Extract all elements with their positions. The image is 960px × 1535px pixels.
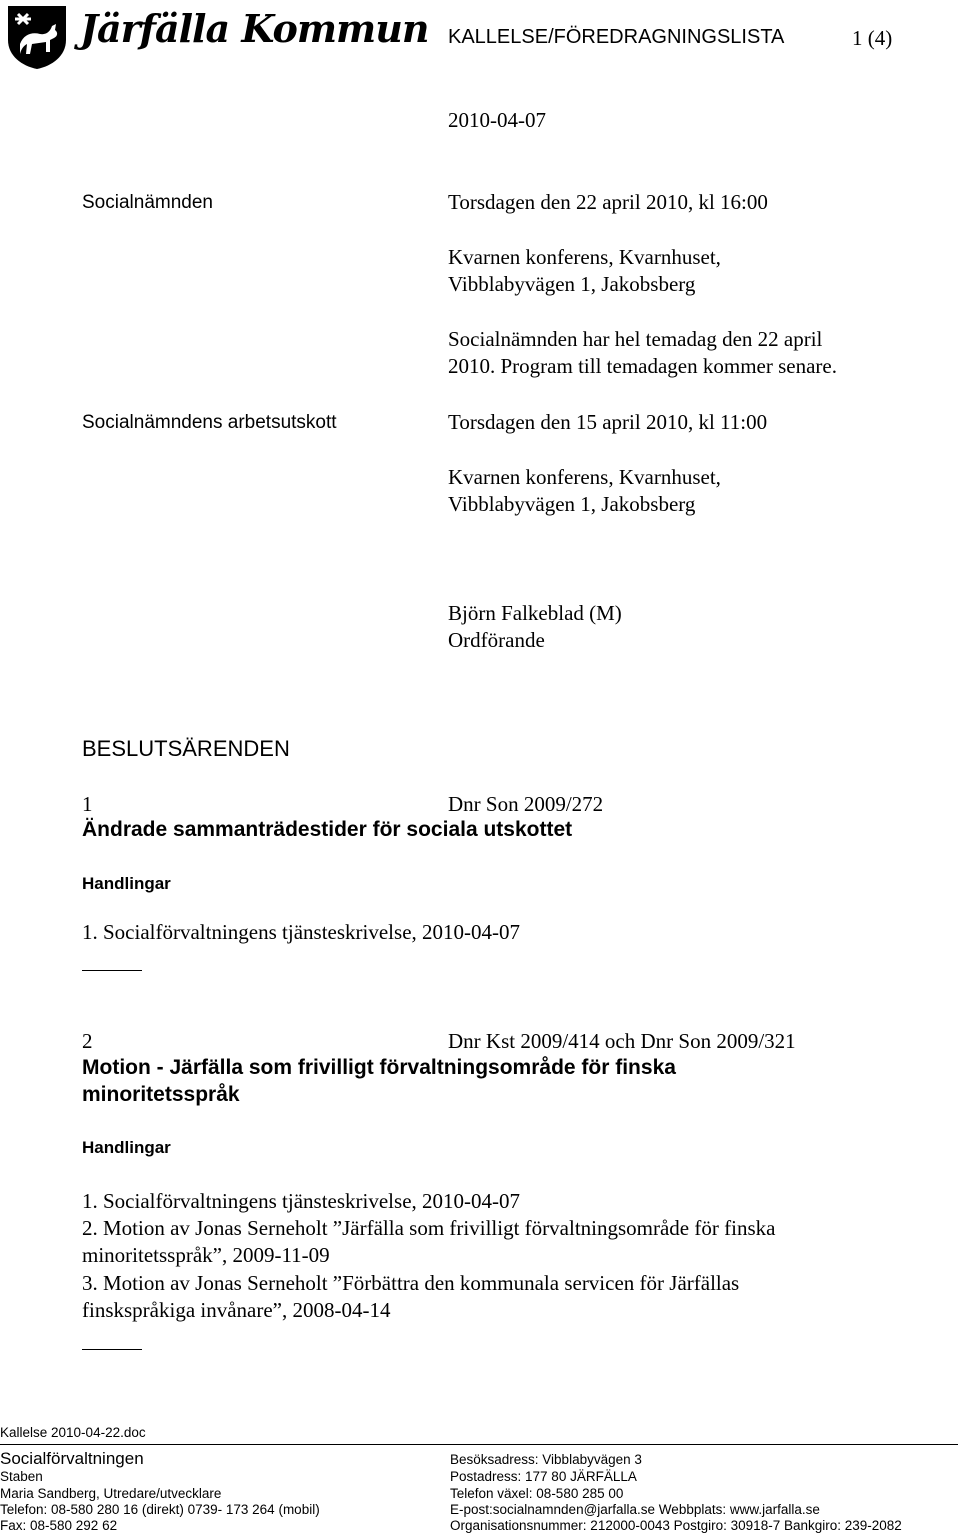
meeting-body: Socialnämndens arbetsutskott — [82, 412, 337, 433]
item-separator — [82, 1349, 142, 1350]
footer-line: Maria Sandberg, Utredare/utvecklare — [0, 1486, 222, 1501]
meeting-place-line: Vibblabyvägen 1, Jakobsberg — [448, 492, 696, 516]
municipality-logo-wordmark: Järfälla Kommun — [80, 6, 429, 51]
item-title: minoritetsspråk — [82, 1083, 240, 1106]
document-entry: 1. Socialförvaltningens tjänsteskrivelse, 2010-04-07 — [82, 920, 520, 944]
footer-line: Telefon: 08-580 280 16 (direkt) 0739- 173 264 (mobil) — [0, 1502, 320, 1517]
footer-line: Organisationsnummer: 212000-0043 Postgiro: 30918-7 Bankgiro: 239-2082 — [450, 1518, 902, 1533]
chair-name: Björn Falkeblad (M) — [448, 601, 622, 625]
item-title: Motion - Järfälla som frivilligt förvaltningsområde för finska — [82, 1056, 676, 1079]
meeting-place-line: Kvarnen konferens, Kvarnhuset, — [448, 465, 721, 489]
footer-org-name: Socialförvaltningen — [0, 1449, 144, 1468]
meeting-place-line: Vibblabyvägen 1, Jakobsberg — [448, 272, 696, 296]
meeting-body: Socialnämnden — [82, 192, 213, 213]
municipality-coat-of-arms — [6, 4, 68, 70]
page-number: 1 (4) — [852, 26, 893, 50]
item-title: Ändrade sammanträdestider för sociala utskottet — [82, 818, 573, 841]
document-type: KALLELSE/FÖREDRAGNINGSLISTA — [448, 26, 785, 48]
footer-line: Besöksadress: Vibblabyvägen 3 — [450, 1452, 642, 1467]
footer-line: Staben — [0, 1469, 43, 1484]
footer-filename: Kallelse 2010-04-22.doc — [0, 1425, 146, 1440]
footer-line: Fax: 08-580 292 62 — [0, 1518, 118, 1533]
item-separator — [82, 970, 142, 971]
footer-divider — [0, 1444, 958, 1445]
item-dnr: Dnr Kst 2009/414 och Dnr Son 2009/321 — [448, 1029, 796, 1053]
meeting-time: Torsdagen den 15 april 2010, kl 11:00 — [448, 410, 768, 434]
meeting-note-line: 2010. Program till temadagen kommer senare. — [448, 354, 837, 378]
document-date: 2010-04-07 — [448, 108, 546, 132]
meeting-time: Torsdagen den 22 april 2010, kl 16:00 — [448, 190, 768, 214]
document-entry: 3. Motion av Jonas Serneholt ”Förbättra den kommunala servicen för Järfällas — [82, 1271, 740, 1295]
chair-role: Ordförande — [448, 628, 545, 652]
item-dnr: Dnr Son 2009/272 — [448, 792, 604, 816]
document-entry: 2. Motion av Jonas Serneholt ”Järfälla som frivilligt förvaltningsområde för finska — [82, 1216, 776, 1240]
footer-line: Postadress: 177 80 JÄRFÄLLA — [450, 1469, 637, 1484]
document-entry: finskspråkiga invånare”, 2008-04-14 — [82, 1298, 391, 1322]
item-number: 1 — [82, 792, 93, 816]
document-entry: minoritetsspråk”, 2009-11-09 — [82, 1243, 330, 1267]
footer-contact-line[interactable]: E-post:socialnamnden@jarfalla.se Webbplats: www.jarfalla.se — [450, 1502, 820, 1517]
documents-heading: Handlingar — [82, 874, 171, 893]
meeting-note-line: Socialnämnden har hel temadag den 22 april — [448, 327, 823, 351]
section-heading: BESLUTSÄRENDEN — [82, 736, 290, 761]
documents-heading: Handlingar — [82, 1138, 171, 1157]
meeting-place-line: Kvarnen konferens, Kvarnhuset, — [448, 245, 721, 269]
footer-line: Telefon växel: 08-580 285 00 — [450, 1486, 624, 1501]
item-number: 2 — [82, 1029, 93, 1053]
document-entry: 1. Socialförvaltningens tjänsteskrivelse, 2010-04-07 — [82, 1189, 520, 1213]
